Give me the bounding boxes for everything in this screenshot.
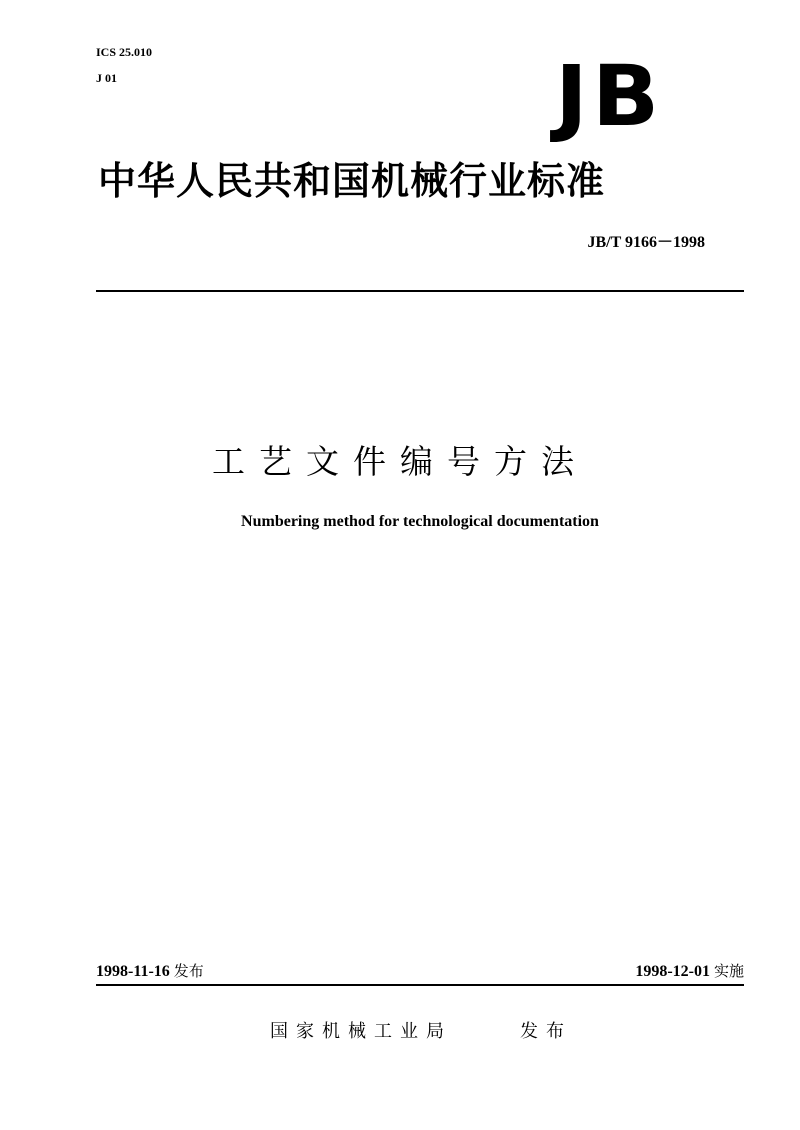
jb-logo: JB [555, 47, 664, 145]
implementation-label: 实施 [713, 962, 744, 980]
classification-code: J 01 [96, 71, 117, 85]
publisher-action: 发布 [520, 1021, 572, 1042]
publisher: 国家机械工业局 [270, 1021, 452, 1042]
issue-label: 发布 [173, 962, 204, 980]
organization-title: 中华人民共和国机械行业标准 [98, 159, 606, 203]
issue-date-line [96, 961, 204, 982]
document-subtitle: Numbering method for technological documentation [241, 513, 599, 530]
issue-date: 1998-11-16 [96, 963, 170, 980]
implementation-date-line [635, 961, 744, 982]
standard-number: JB/T 9166－1998 [587, 234, 705, 251]
ics-code: ICS 25.010 [96, 45, 153, 59]
implementation-date: 1998-12-01 [635, 963, 710, 980]
footer-divider [96, 984, 744, 986]
document-title: 工艺文件编号方法 [212, 442, 588, 481]
header-divider [96, 290, 744, 292]
